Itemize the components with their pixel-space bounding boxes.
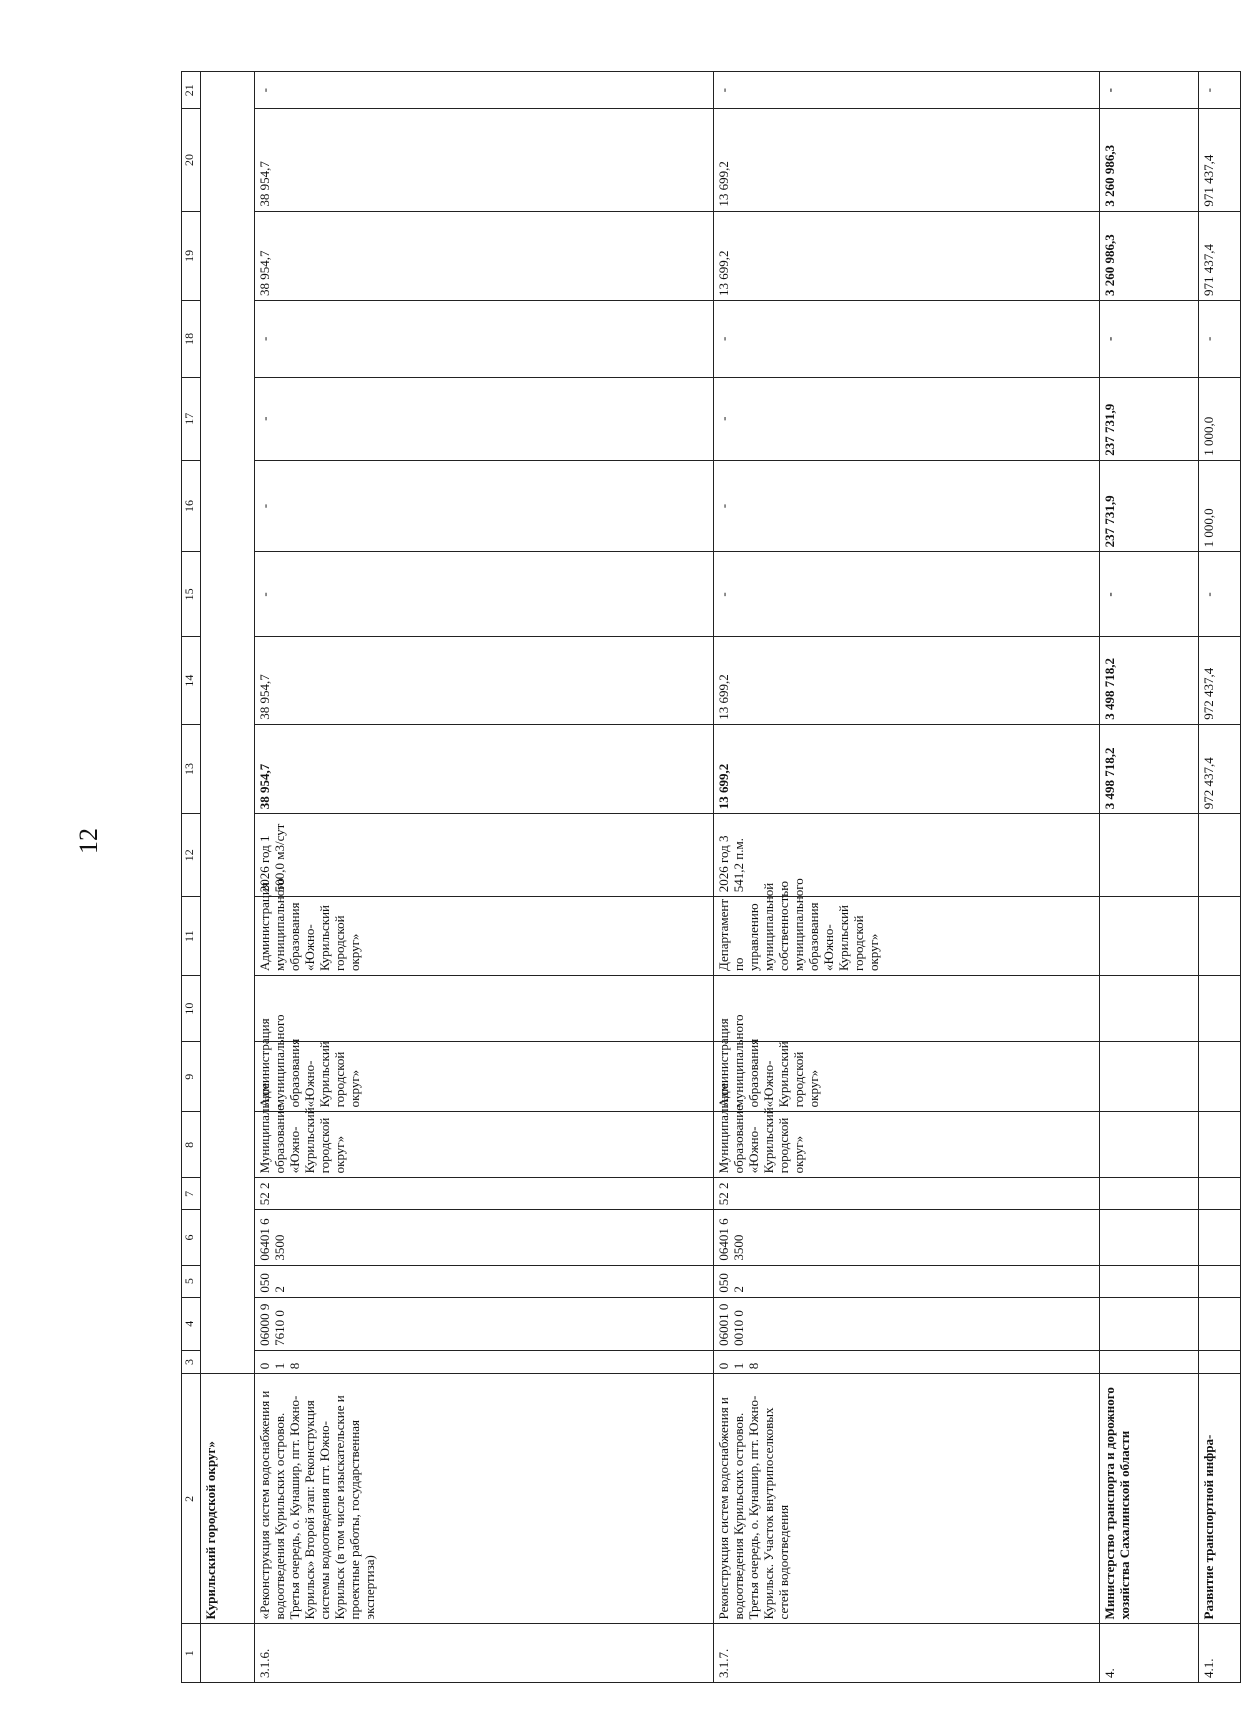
page-number: 12 <box>74 828 103 854</box>
header-cell: 5 <box>182 1265 201 1297</box>
row-title: Развитие транспортной инфра- <box>1199 1374 1241 1624</box>
cell: 3 498 718,2 <box>1100 724 1199 813</box>
cell <box>1199 1178 1241 1210</box>
header-cell: 4 <box>182 1297 201 1350</box>
cell: 1 000,0 <box>1199 460 1241 552</box>
cell: - <box>1100 552 1199 637</box>
table-row-4-1 <box>1199 72 1241 1683</box>
cell <box>1100 1210 1199 1265</box>
cell: 050 2 <box>255 1265 714 1297</box>
cell: - <box>255 301 714 378</box>
cell <box>1100 1350 1199 1373</box>
cell: - <box>714 552 1100 637</box>
row-title: Реконструкция систем водоснабжения и водоотведения Курильских островов. Третья очередь, о. Кунашир, пгт. Южно-Курильск. Участок внутрипоселковых сетей водоотведения <box>714 1374 1100 1624</box>
header-cell: 12 <box>182 814 201 897</box>
header-cell: 7 <box>182 1178 201 1210</box>
header-cell: 18 <box>182 301 201 378</box>
header-cell: 20 <box>182 109 201 211</box>
table-row-district <box>201 72 255 1683</box>
cell: Администрация муниципального образования «Южно-Курильский городской округ» <box>714 1042 1100 1112</box>
cell: Муниципальное образование «Южно-Курильский городской округ» <box>714 1112 1100 1178</box>
cell: - <box>714 301 1100 378</box>
cell: 06401 63500 <box>714 1210 1100 1265</box>
cell: 13 699,2 <box>714 211 1100 300</box>
cell: 972 437,4 <box>1199 637 1241 724</box>
cell: - <box>255 552 714 637</box>
cell <box>1199 1042 1241 1112</box>
cell: 0 1 8 <box>714 1350 1100 1373</box>
cell: 971 437,4 <box>1199 211 1241 300</box>
cell: 13 699,2 <box>714 109 1100 211</box>
cell <box>1199 1112 1241 1178</box>
cell: 2026 год 1 500,0 м3/сут <box>255 814 714 897</box>
cell: 52 2 <box>714 1178 1100 1210</box>
header-cell: 10 <box>182 976 201 1042</box>
cell: - <box>255 460 714 552</box>
header-cell: 11 <box>182 897 201 976</box>
cell <box>1100 814 1199 897</box>
empty-span <box>201 72 255 1374</box>
header-cell: 3 <box>182 1350 201 1373</box>
cell: 38 954,7 <box>255 724 714 813</box>
cell: 1 000,0 <box>1199 377 1241 460</box>
cell: 972 437,4 <box>1199 724 1241 813</box>
cell: 0 1 8 <box>255 1350 714 1373</box>
cell: 38 954,7 <box>255 637 714 724</box>
cell: 3 260 986,3 <box>1100 109 1199 211</box>
cell: 06401 63500 <box>255 1210 714 1265</box>
cell: 38 954,7 <box>255 211 714 300</box>
header-row <box>182 72 201 1683</box>
cell: 06000 97610 0 <box>255 1297 714 1350</box>
row-number: 4.1. <box>1199 1624 1241 1683</box>
cell <box>1199 897 1241 976</box>
cell <box>1100 897 1199 976</box>
row-number: 3.1.6. <box>255 1624 714 1683</box>
cell: Администрация муниципального образования «Южно-Курильский городской округ» <box>255 1042 714 1112</box>
cell: Департамент по управлению муниципальной собственностью муниципального образования «Южно-Курильский городской округ» <box>714 897 1100 976</box>
cell <box>1100 1042 1199 1112</box>
cell: 2026 год 3 541,2 п.м. <box>714 814 1100 897</box>
cell: 3 260 986,3 <box>1100 211 1199 300</box>
cell: 237 731,9 <box>1100 460 1199 552</box>
header-cell: 2 <box>182 1374 201 1624</box>
header-cell: 17 <box>182 377 201 460</box>
cell <box>1199 1350 1241 1373</box>
investment-table <box>181 71 1241 1683</box>
header-cell: 15 <box>182 552 201 637</box>
cell: 237 731,9 <box>1100 377 1199 460</box>
table-row-4 <box>1100 72 1199 1683</box>
rotated-table-wrapper <box>181 71 1241 1683</box>
row-title: Министерство транспорта и дорожного хозяйства Сахалинской области <box>1100 1374 1199 1624</box>
header-cell: 13 <box>182 724 201 813</box>
cell: - <box>714 72 1100 109</box>
cell: 3 498 718,2 <box>1100 637 1199 724</box>
header-cell: 14 <box>182 637 201 724</box>
header-cell: 19 <box>182 211 201 300</box>
header-cell: 8 <box>182 1112 201 1178</box>
header-cell: 1 <box>182 1624 201 1683</box>
cell: - <box>1199 72 1241 109</box>
row-number: 3.1.7. <box>714 1624 1100 1683</box>
header-cell: 6 <box>182 1210 201 1265</box>
cell: 06001 00010 0 <box>714 1297 1100 1350</box>
table-row-3-1-7 <box>714 72 1100 1683</box>
header-cell: 21 <box>182 72 201 109</box>
cell <box>1100 1297 1199 1350</box>
cell: - <box>714 460 1100 552</box>
cell <box>1100 1112 1199 1178</box>
cell: - <box>714 377 1100 460</box>
cell: Администрация муниципального образования «Южно-Курильский городской округ» <box>255 897 714 976</box>
cell: 971 437,4 <box>1199 109 1241 211</box>
cell: 13 699,2 <box>714 724 1100 813</box>
cell <box>1199 814 1241 897</box>
row-number: 4. <box>1100 1624 1199 1683</box>
cell: 13 699,2 <box>714 637 1100 724</box>
cell <box>714 976 1100 1042</box>
cell: - <box>1199 301 1241 378</box>
cell: - <box>1100 301 1199 378</box>
cell: - <box>1100 72 1199 109</box>
row-title: «Реконструкция систем водоснабжения и водоотведения Курильских островов. Третья очередь, о. Кунашир, пгт. Южно-Курильск» Второй этап: Реконструкция системы водоотведения пгт. Южно-Курильск (в том числе изыскательские и проектные работы, государственная экспертиза) <box>255 1374 714 1624</box>
cell: - <box>255 377 714 460</box>
cell: 38 954,7 <box>255 109 714 211</box>
cell <box>1199 1210 1241 1265</box>
cell: - <box>1199 552 1241 637</box>
cell <box>1199 976 1241 1042</box>
cell <box>1199 1265 1241 1297</box>
cell: Муниципальное образование «Южно-Курильский городской округ» <box>255 1112 714 1178</box>
cell: 52 2 <box>255 1178 714 1210</box>
cell <box>1199 1297 1241 1350</box>
header-cell: 9 <box>182 1042 201 1112</box>
cell <box>1100 1178 1199 1210</box>
table-row-3-1-6 <box>255 72 714 1683</box>
row-number <box>201 1624 255 1683</box>
row-title: Курильский городской округ» <box>201 1374 255 1624</box>
cell <box>255 976 714 1042</box>
header-cell: 16 <box>182 460 201 552</box>
cell <box>1100 1265 1199 1297</box>
cell <box>1100 976 1199 1042</box>
cell: 050 2 <box>714 1265 1100 1297</box>
cell: - <box>255 72 714 109</box>
